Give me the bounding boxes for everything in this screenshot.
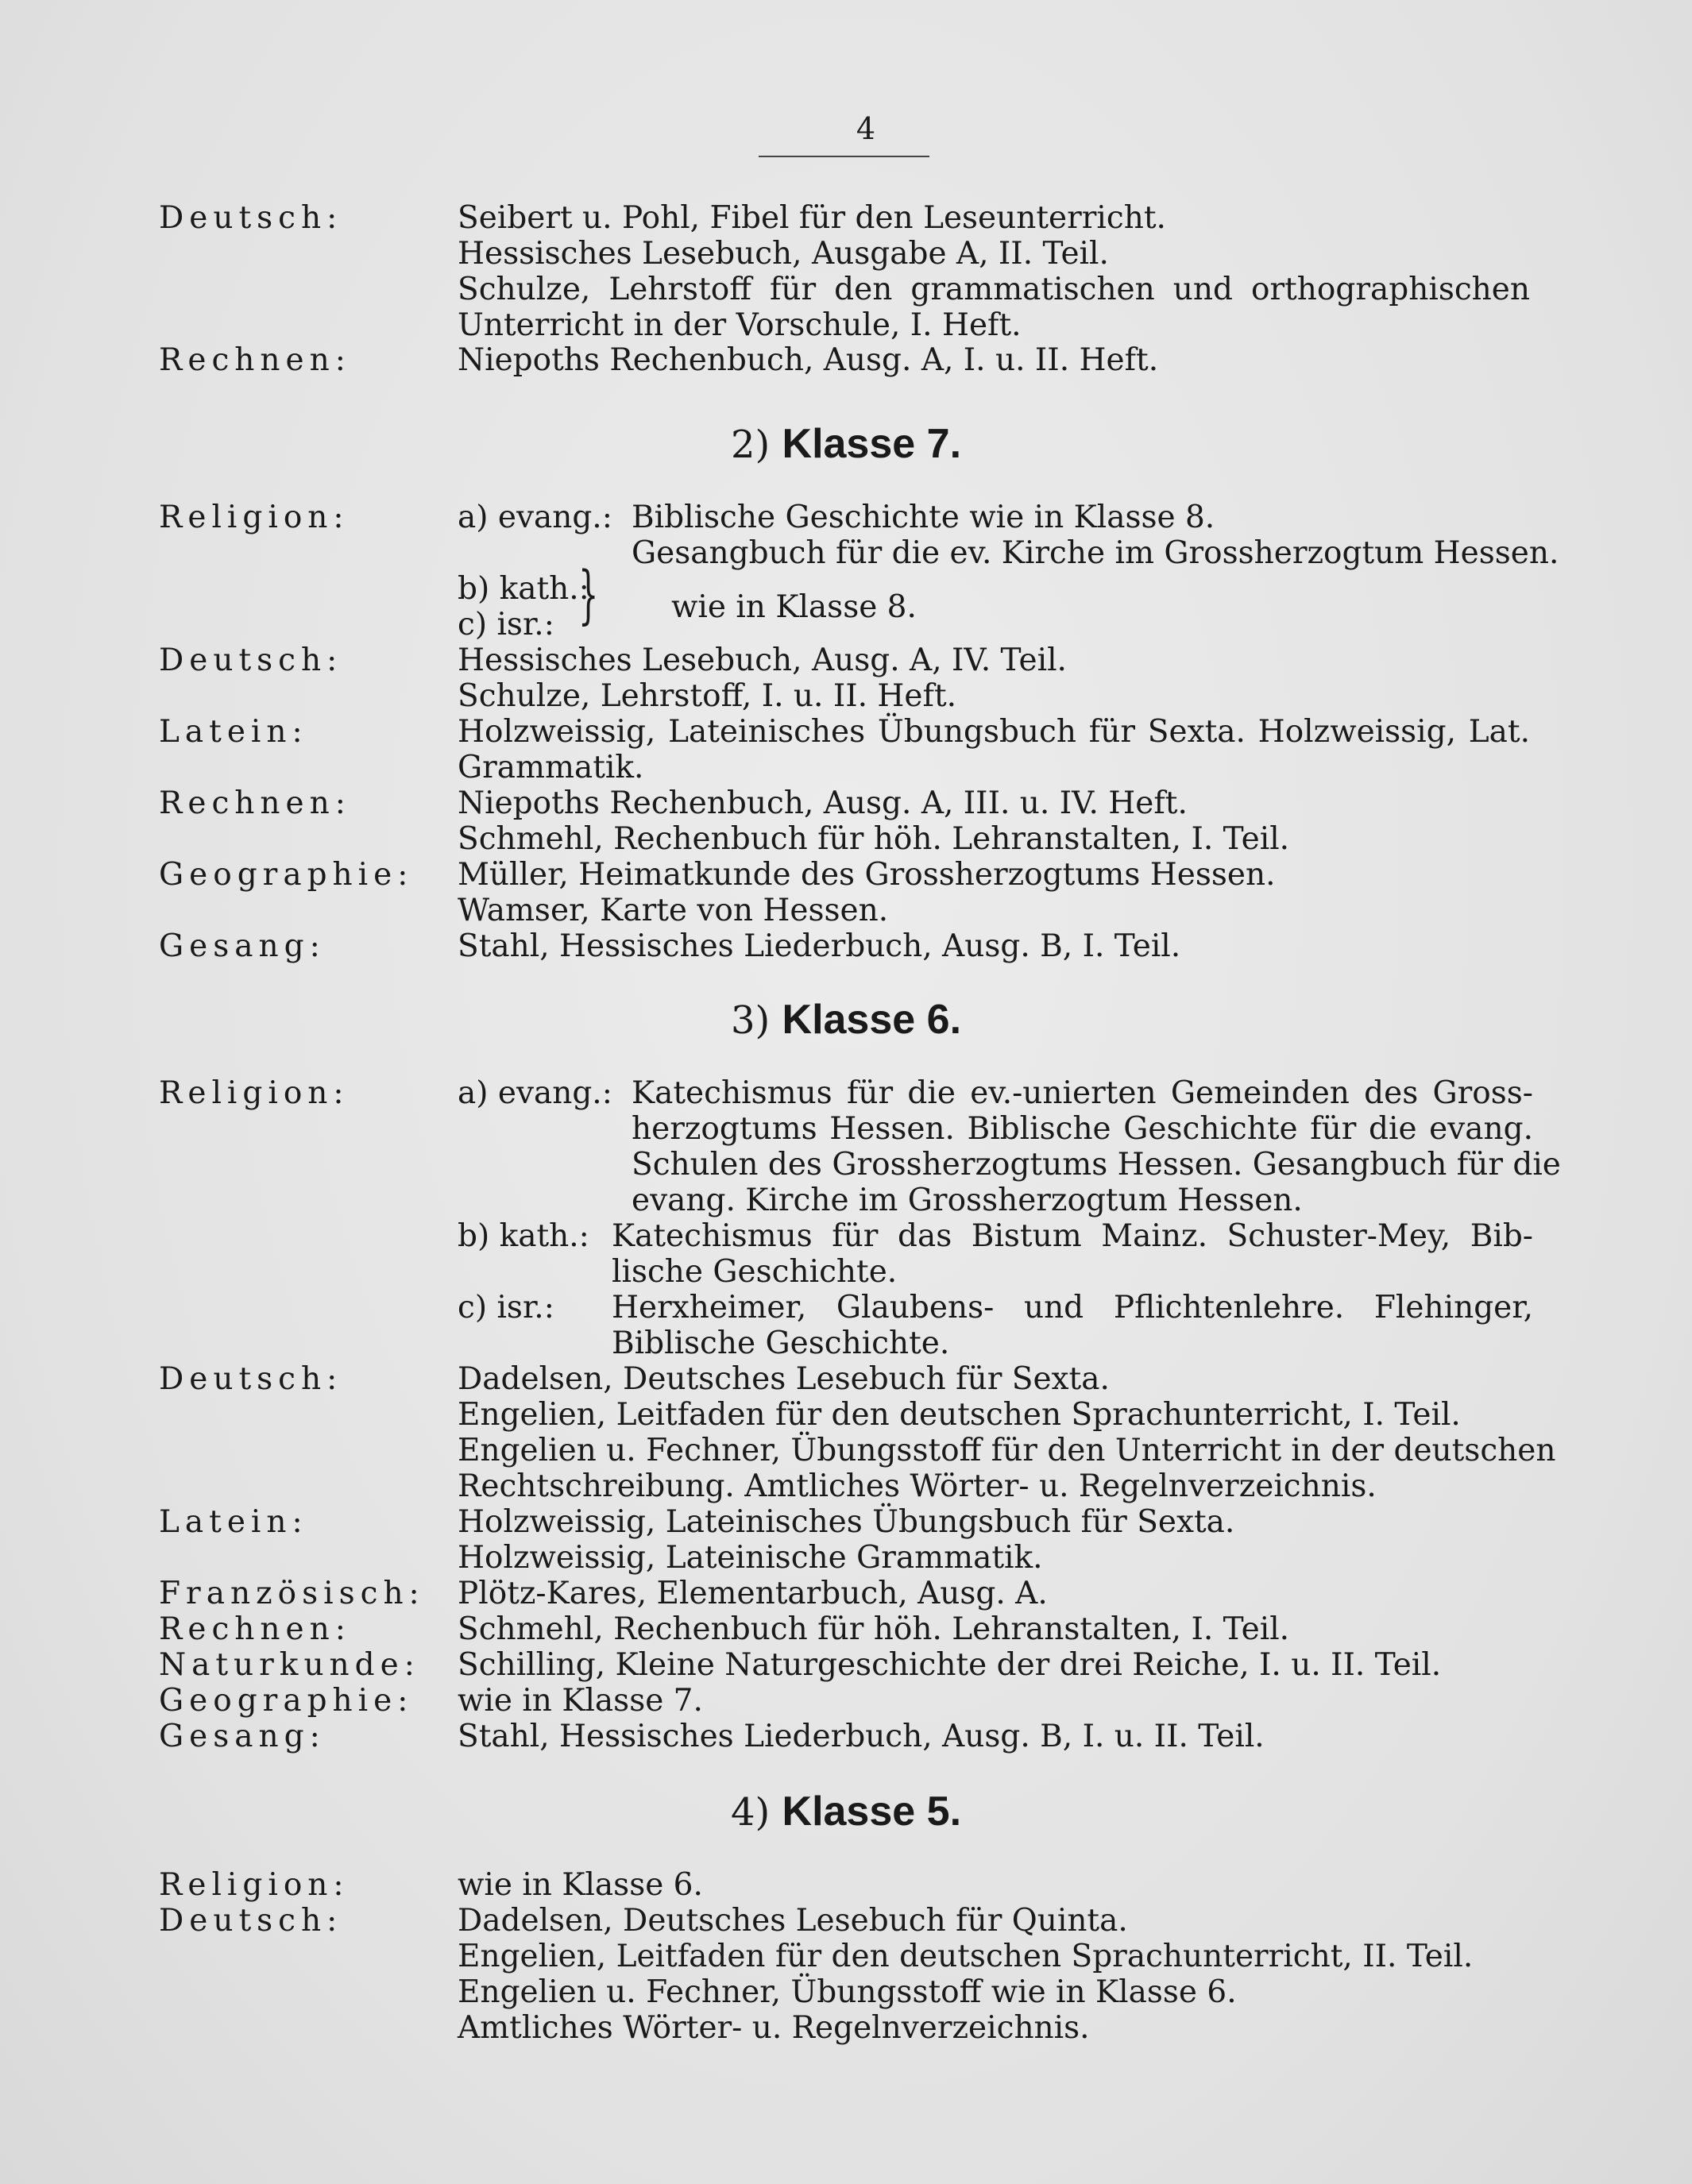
section-number: 4) <box>730 1790 771 1835</box>
book-entry: wie in Klasse 7. <box>458 1683 703 1719</box>
denomination-label: a) evang.: <box>458 500 612 535</box>
subject-label: Religion: <box>159 1075 350 1111</box>
book-entry: wie in Klasse 6. <box>458 1867 703 1903</box>
subject-label: Rechnen: <box>159 342 351 378</box>
subject-label: Deutsch: <box>159 1903 343 1939</box>
book-entry: Müller, Heimatkunde des Grossherzogtums Hessen. <box>458 857 1276 893</box>
book-entry: Holzweissig, Lateinisches Übungsbuch für Sexta. Holzweissig, Lat. <box>458 714 1530 750</box>
subject-label: Deutsch: <box>159 1361 343 1397</box>
brace-symbol: } <box>578 559 599 632</box>
book-entry: Rechtschreibung. Amtliches Wörter- u. Regelnverzeichnis. <box>458 1468 1377 1504</box>
book-entry: Hessisches Lesebuch, Ausg. A, IV. Teil. <box>458 642 1067 678</box>
book-entry: evang. Kirche im Grossherzogtum Hessen. <box>632 1183 1303 1218</box>
book-entry: herzogtums Hessen. Biblische Geschichte für die evang. <box>632 1111 1533 1147</box>
book-entry: Engelien, Leitfaden für den deutschen Sprachunterricht, I. Teil. <box>458 1397 1461 1433</box>
book-entry: Grammatik. <box>458 750 644 785</box>
subject-label: Latein: <box>159 714 308 750</box>
section-heading-klasse-5 <box>0 1788 1692 1835</box>
section-title: Klasse 6. <box>782 997 962 1043</box>
subject-label: Gesang: <box>159 928 326 964</box>
book-entry: Unterricht in der Vorschule, I. Heft. <box>458 307 1022 343</box>
book-entry: Plötz-Kares, Elementarbuch, Ausg. A. <box>458 1576 1048 1611</box>
book-entry: Engelien, Leitfaden für den deutschen Sprachunterricht, II. Teil. <box>458 1939 1474 1974</box>
section-heading-klasse-6 <box>0 997 1692 1044</box>
subject-label: Deutsch: <box>159 642 343 678</box>
section-title: Klasse 5. <box>782 1788 962 1835</box>
subject-label: Geographie: <box>159 1683 414 1719</box>
book-entry: Engelien u. Fechner, Übungsstoff wie in Klasse 6. <box>458 1974 1237 2010</box>
book-entry: Schulze, Lehrstoff, I. u. II. Heft. <box>458 678 957 714</box>
book-entry: Schulen des Grossherzogtums Hessen. Gesangbuch für die <box>632 1147 1561 1183</box>
book-entry: Dadelsen, Deutsches Lesebuch für Sexta. <box>458 1361 1110 1397</box>
book-entry: Dadelsen, Deutsches Lesebuch für Quinta. <box>458 1903 1128 1939</box>
book-entry: Niepoths Rechenbuch, Ausg. A, III. u. IV. Heft. <box>458 785 1188 821</box>
denomination-label: b) kath.: <box>458 1218 589 1254</box>
book-entry: Schilling, Kleine Naturgeschichte der drei Reiche, I. u. II. Teil. <box>458 1647 1442 1683</box>
book-entry: Seibert u. Pohl, Fibel für den Leseunterricht. <box>458 200 1166 236</box>
book-entry: Niepoths Rechenbuch, Ausg. A, I. u. II. Heft. <box>458 342 1159 378</box>
subject-label: Naturkunde: <box>159 1647 420 1683</box>
subject-label: Religion: <box>159 500 350 535</box>
book-entry: Amtliches Wörter- u. Regelnverzeichnis. <box>458 2010 1090 2046</box>
book-entry: Katechismus für die ev.-unierten Gemeinden des Gross- <box>632 1075 1533 1111</box>
book-entry: Holzweissig, Lateinisches Übungsbuch für Sexta. <box>458 1504 1235 1540</box>
subject-label: Deutsch: <box>159 200 343 236</box>
section-number: 3) <box>730 998 771 1043</box>
book-entry: Schmehl, Rechenbuch für höh. Lehranstalten, I. Teil. <box>458 1611 1290 1647</box>
book-entry: Stahl, Hessisches Liederbuch, Ausg. B, I. Teil. <box>458 928 1181 964</box>
book-entry: Schmehl, Rechenbuch für höh. Lehranstalten, I. Teil. <box>458 821 1290 857</box>
book-entry: Engelien u. Fechner, Übungsstoff für den Unterricht in der deutschen <box>458 1433 1556 1468</box>
book-entry: Hessisches Lesebuch, Ausgabe A, II. Teil. <box>458 236 1109 272</box>
book-entry: lische Geschichte. <box>612 1254 898 1290</box>
page-number-rule <box>759 156 929 157</box>
subject-label: Latein: <box>159 1504 308 1540</box>
book-entry: Biblische Geschichte. <box>612 1325 950 1361</box>
subject-label: Französisch: <box>159 1576 425 1611</box>
denomination-label: a) evang.: <box>458 1075 612 1111</box>
denomination-label: c) isr.: <box>458 1290 554 1325</box>
denomination-label: b) kath.: <box>458 571 589 607</box>
book-entry: Wamser, Karte von Hessen. <box>458 893 889 928</box>
subject-label: Rechnen: <box>159 1611 351 1647</box>
book-entry: Herxheimer, Glaubens- und Pflichtenlehre. Flehinger, <box>612 1290 1533 1325</box>
page-number: 4 <box>856 111 876 146</box>
subject-label: Geographie: <box>159 857 414 893</box>
subject-label: Gesang: <box>159 1719 326 1754</box>
subject-label: Rechnen: <box>159 785 351 821</box>
book-entry: Biblische Geschichte wie in Klasse 8. <box>632 500 1215 535</box>
book-entry: Stahl, Hessisches Liederbuch, Ausg. B, I. u. II. Teil. <box>458 1719 1265 1754</box>
subject-label: Religion: <box>159 1867 350 1903</box>
book-entry: Holzweissig, Lateinische Grammatik. <box>458 1540 1043 1576</box>
book-entry: Katechismus für das Bistum Mainz. Schuster-Mey, Bib- <box>612 1218 1533 1254</box>
section-number: 2) <box>730 423 771 467</box>
book-entry: wie in Klasse 8. <box>671 589 917 625</box>
denomination-label: c) isr.: <box>458 607 554 642</box>
book-entry: Gesangbuch für die ev. Kirche im Grossherzogtum Hessen. <box>632 535 1559 571</box>
section-title: Klasse 7. <box>782 421 962 467</box>
book-entry: Schulze, Lehrstoff für den grammatischen und orthographischen <box>458 272 1530 307</box>
section-heading-klasse-7 <box>0 421 1692 468</box>
